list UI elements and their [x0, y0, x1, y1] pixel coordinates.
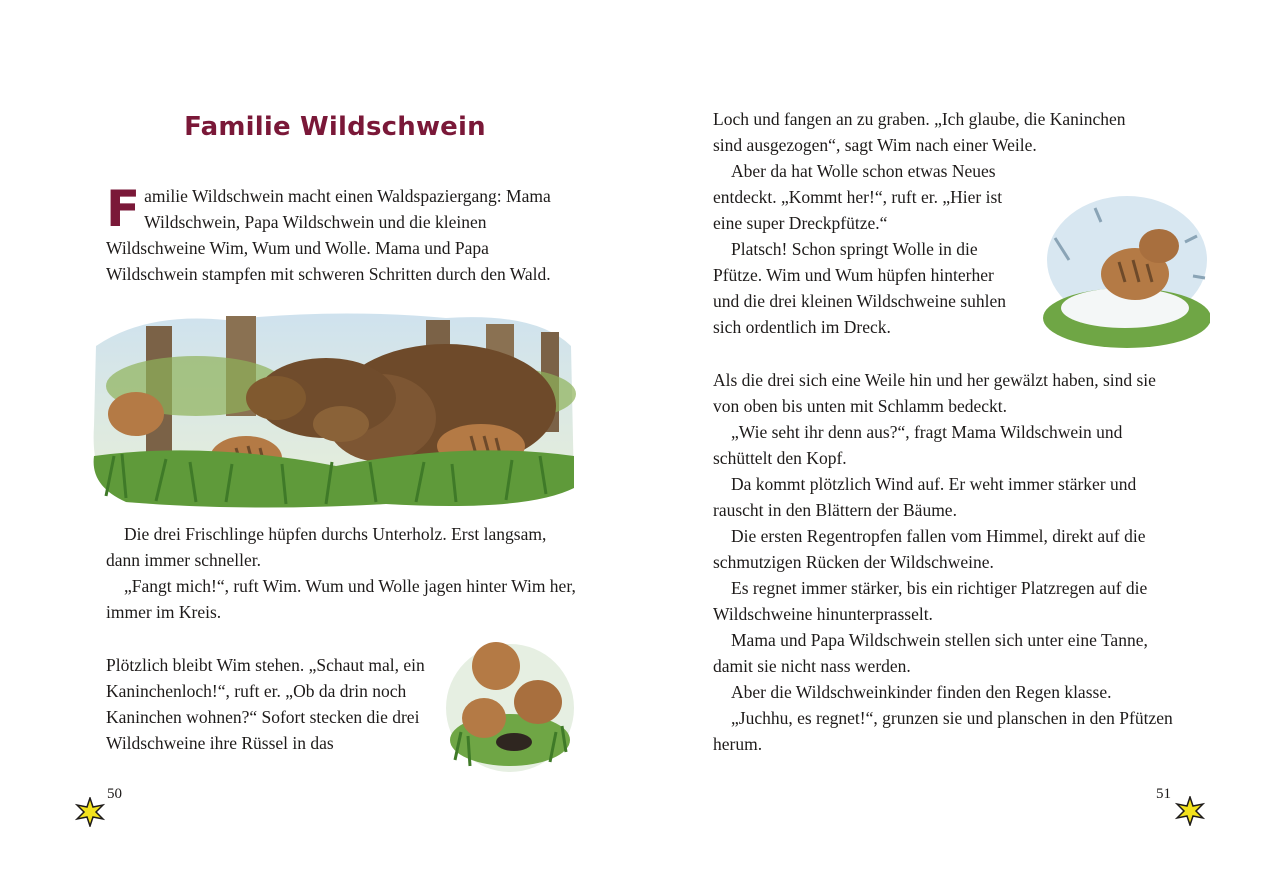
piglet-splashing-illustration: [1035, 190, 1210, 350]
chapter-title: Familie Wildschwein: [184, 112, 486, 142]
paragraph: „Juchhu, es regnet!“, grunzen sie und planschen in den Pfützen herum.: [713, 708, 1173, 754]
paragraph: Mama und Papa Wildschwein stellen sich unter eine Tanne, damit sie nicht nass werden.: [713, 630, 1148, 676]
bottom-text: [713, 367, 1183, 757]
forest-boar-family-illustration: [86, 306, 576, 512]
paragraph: Die drei Frischlinge hüpfen durchs Unterholz. Erst langsam, dann immer schneller.: [106, 524, 547, 570]
piglets-digging-illustration: [440, 630, 580, 775]
paragraph: Aber die Wildschweinkinder finden den Regen klasse.: [731, 682, 1112, 702]
intro-text: amilie Wildschwein macht einen Waldspaziergang: Mama Wildschwein, Papa Wildschwein und die kleinen Wildschweine Wim, Wum und Wolle. Mama und Papa Wildschwein stampfen mit schweren Schritten durch den Wald.: [106, 186, 551, 284]
paragraph: Es regnet immer stärker, bis ein richtiger Platzregen auf die Wildschweine hinunterprasselt.: [713, 578, 1148, 624]
intro-paragraph: [106, 180, 581, 287]
paragraph: Loch und fangen an zu graben. „Ich glaube, die Kaninchen sind ausgezogen“, sagt Wim nach einer Weile.: [713, 109, 1126, 155]
page-number: 50: [107, 786, 122, 802]
paragraph: „Wie seht ihr denn aus?“, fragt Mama Wildschwein und schüttelt den Kopf.: [713, 422, 1123, 468]
paragraph: Aber da hat Wolle schon etwas Neues entdeckt. „Kommt her!“, ruft er. „Hier ist eine super Dreckpfütze.“: [713, 161, 1003, 233]
paragraph: Da kommt plötzlich Wind auf. Er weht immer stärker und rauscht in den Blättern der Bäume.: [713, 474, 1137, 520]
paragraph: Die ersten Regentropfen fallen vom Himmel, direkt auf die schmutzigen Rücken der Wildschweine.: [713, 526, 1146, 572]
middle-text: [106, 521, 581, 625]
paragraph: „Fangt mich!“, ruft Wim. Wum und Wolle jagen hinter Wim her, immer im Kreis.: [106, 576, 576, 622]
page-number: 51: [1156, 786, 1171, 802]
right-page: [640, 0, 1280, 883]
paragraph: Platsch! Schon springt Wolle in die Pfütze. Wim und Wum hüpfen hinterher und die drei kleinen Wildschweine suhlen sich ordentlich im Dreck.: [713, 239, 1006, 337]
drop-cap: F: [106, 180, 141, 238]
bottom-text: [106, 652, 446, 756]
paragraph: Plötzlich bleibt Wim stehen. „Schaut mal, ein Kaninchenloch!“, ruft er. „Ob da drin noch Kaninchen wohnen?“ Sofort stecken die drei Wildschweine ihre Rüssel in das: [106, 655, 425, 753]
star-icon: [75, 797, 105, 827]
star-icon: [1175, 796, 1205, 826]
paragraph: Als die drei sich eine Weile hin und her gewälzt haben, sind sie von oben bis unten mit Schlamm bedeckt.: [713, 370, 1156, 416]
